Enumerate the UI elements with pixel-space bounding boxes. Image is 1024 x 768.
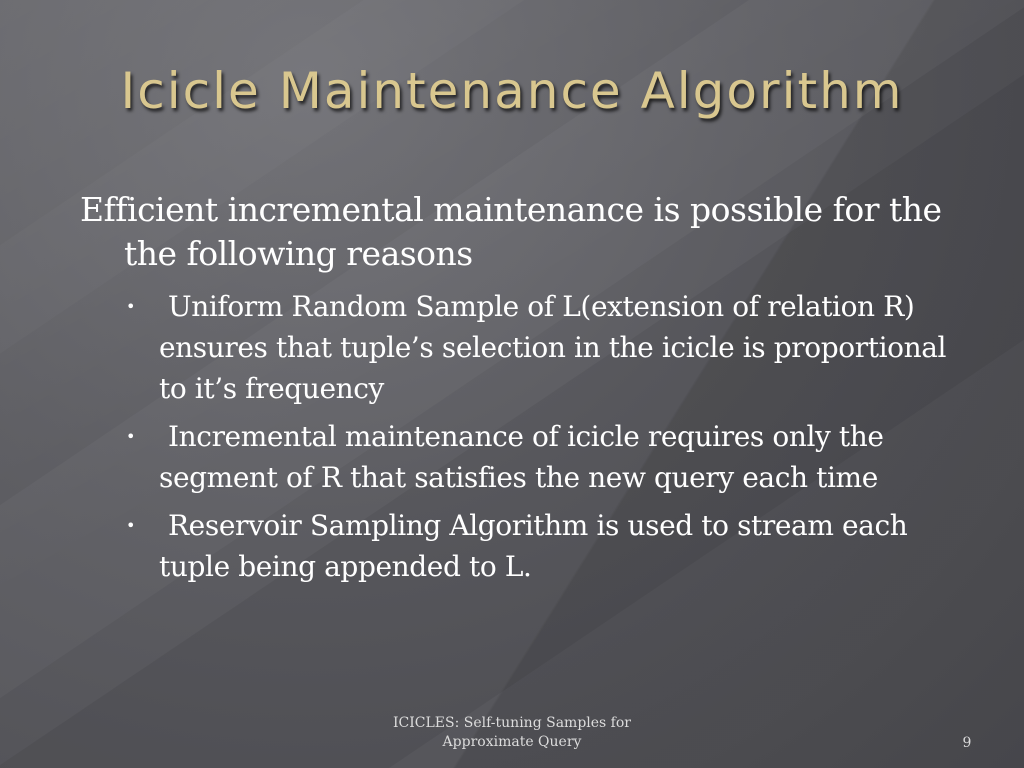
bullet-text: Reservoir Sampling Algorithm is used to stream each tuple being appended to L.: [159, 509, 908, 583]
bullet-item: [0, 505, 1024, 587]
intro-line-1: Efficient incremental maintenance is possible for: [80, 190, 879, 229]
intro-paragraph: [0, 188, 944, 276]
footer-line-1: ICICLES: Self-tuning Samples for: [393, 715, 631, 731]
slide-footer: [362, 714, 662, 752]
bullet-dot-icon: •: [126, 427, 136, 446]
bullet-item: [0, 416, 1024, 498]
slide-title: Icicle Maintenance Algorithm: [120, 62, 904, 120]
bullet-item: [0, 286, 1024, 409]
bullet-list: [0, 286, 1024, 587]
bullet-text: Uniform Random Sample of L(extension of relation R) ensures that tuple’s selection in the icicle is proportional to it’s frequency: [159, 290, 947, 405]
intro-line-2: the the following reasons: [124, 190, 942, 273]
slide-body: [0, 188, 1024, 594]
page-number: 9: [962, 735, 972, 751]
bullet-text: Incremental maintenance of icicle requires only the segment of R that satisfies the new query each time: [159, 420, 884, 494]
bullet-dot-icon: •: [126, 297, 136, 316]
bullet-dot-icon: •: [126, 516, 136, 535]
footer-line-2: Approximate Query: [442, 734, 582, 750]
